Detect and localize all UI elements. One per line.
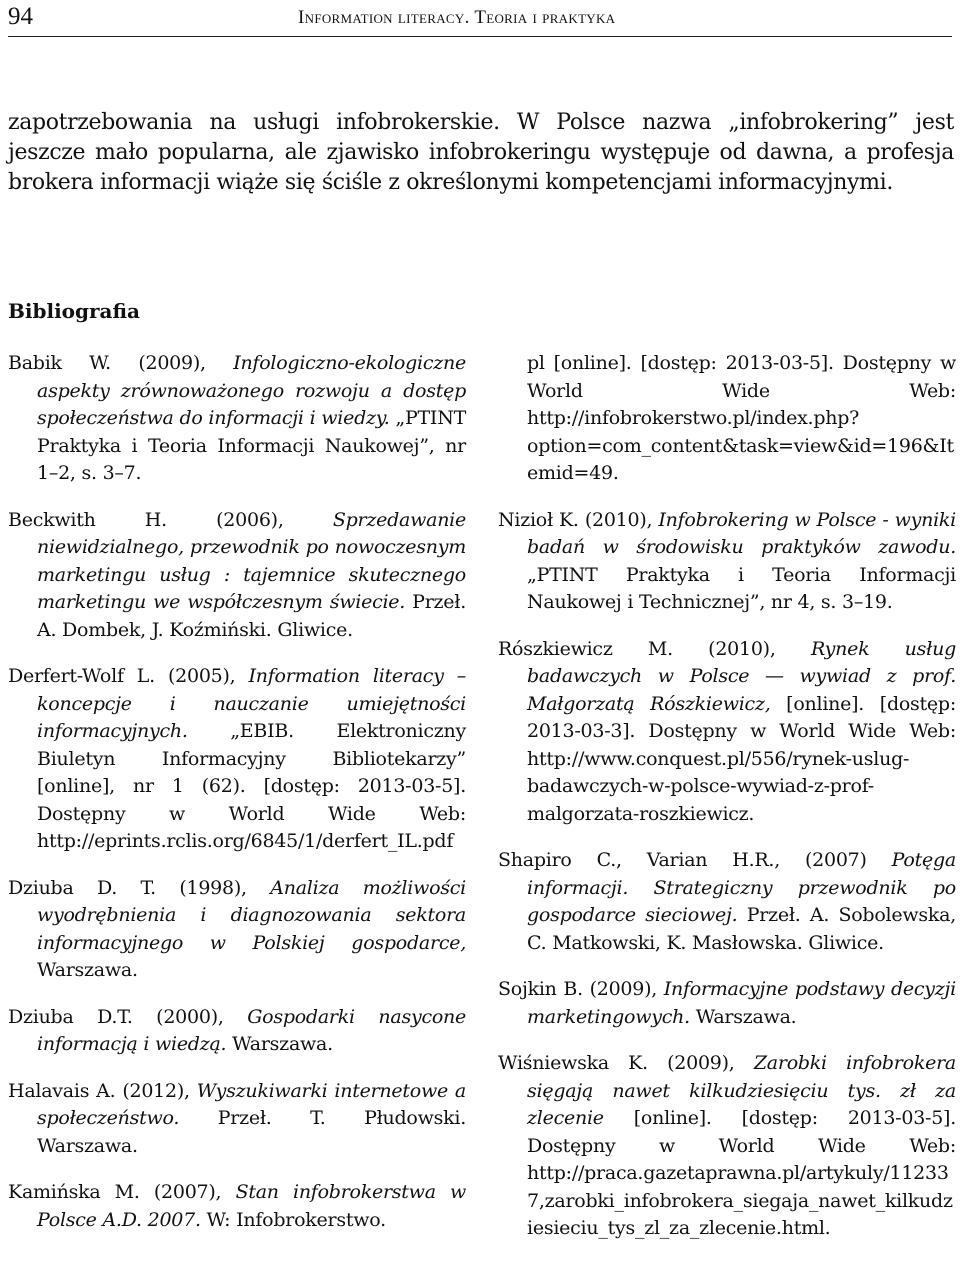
bibliography-right-column (498, 350, 956, 1262)
reference-entry: Beckwith H. (2006), Sprzedawanie niewidzialnego, przewodnik po nowoczesnym marketingu usług : tajemnice skutecznego marketingu we współczesnym świecie. Przeł. A. Dombek, J. Koźmiński. Gliwice. (8, 508, 466, 641)
reference-entry: Nizioł K. (2010), Infobrokering w Polsce - wyniki badań w środowisku praktyków zawodu. „PTINT Praktyka i Teoria Informacji Naukowej i Technicznej”, nr 4, s. 3–19. (498, 508, 956, 613)
reference-entry: Shapiro C., Varian H.R., (2007) Potęga informacji. Strategiczny przewodnik po gospodarce sieciowej. Przeł. A. Sobolewska, C. Matkowski, K. Masłowska. Gliwice. (498, 849, 956, 954)
page-number: 94 (8, 3, 33, 30)
reference-entry: Rószkiewicz M. (2010), Rynek usług badawczych w Polsce — wywiad z prof. Małgorzatą Rószkiewicz, [online]. [dostęp: 2013-03-3]. Dostępny w World Wide Web: http://www.conquest.pl/556/rynek-uslug-badawczych-w-polsce-wywiad-z-prof-malgorzata-roszkiewicz. (498, 637, 956, 825)
intro-paragraph: zapotrzebowania na usługi infobrokerskie. W Polsce nazwa „infobrokering” jest jeszcze mało popularna, ale zjawisko infobrokeringu występuje od dawna, a profesja brokera informacji wiąże się ściśle z określonymi kompetencjami informacyjnymi. (8, 110, 954, 195)
reference-entry: Babik W. (2009), Infologiczno-ekologiczne aspekty zrównoważonego rozwoju a dostęp społeczeństwa do informacji i wiedzy. „PTINT Praktyka i Teoria Informacji Naukowej”, nr 1–2, s. 3–7. (8, 352, 466, 484)
bibliography-left-column (8, 350, 466, 1253)
reference-entry: Halavais A. (2012), Wyszukiwarki internetowe a społeczeństwo. Przeł. T. Płudowski. Warszawa. (8, 1079, 466, 1157)
reference-entry: Derfert-Wolf L. (2005), Information literacy – koncepcje i nauczanie umiejętności informacyjnych. „EBIB. Elektroniczny Biuletyn Informacyjny Bibliotekarzy” [online], nr 1 (62). [dostęp: 2013-03-5]. Dostępny w World Wide Web: http://eprints.rclis.org/6845/1/derfert_IL.pdf (8, 665, 466, 852)
reference-entry: Kamińska M. (2007), Stan infobrokerstwa w Polsce A.D. 2007. W: Infobrokerstwo. (8, 1181, 467, 1231)
reference-entry: Wiśniewska K. (2009), Zarobki infobrokera sięgają nawet kilkudziesięciu tys. zł za zlecenie [online]. [dostęp: 2013-03-5]. Dostępny w World Wide Web: http://praca.gazetaprawna.pl/artykuly/112337,zarobki_infobrokera_siegaja_nawet_kilkudziesieciu_tys_zl_za_zlecenie.html. (498, 1052, 956, 1239)
page-header (8, 2, 952, 37)
reference-entry-continued: pl [online]. [dostęp: 2013-03-5]. Dostępny w World Wide Web: http://infobrokerstwo.pl/index.php?option=com_content&task=view&id=196&Itemid=49. (527, 352, 956, 484)
reference-entry: Sojkin B. (2009), Informacyjne podstawy decyzji marketingowych. Warszawa. (498, 978, 956, 1028)
reference-entry: Dziuba D. T. (1998), Analiza możliwości wyodrębnienia i diagnozowania sektora informacyjnego w Polskiej gospodarce, Warszawa. (8, 876, 466, 981)
running-title: Information literacy. Teoria i praktyka (298, 7, 616, 28)
reference-entry: Dziuba D.T. (2000), Gospodarki nasycone informacją i wiedzą. Warszawa. (8, 1005, 466, 1055)
bibliography-heading: Bibliografia (8, 299, 141, 323)
